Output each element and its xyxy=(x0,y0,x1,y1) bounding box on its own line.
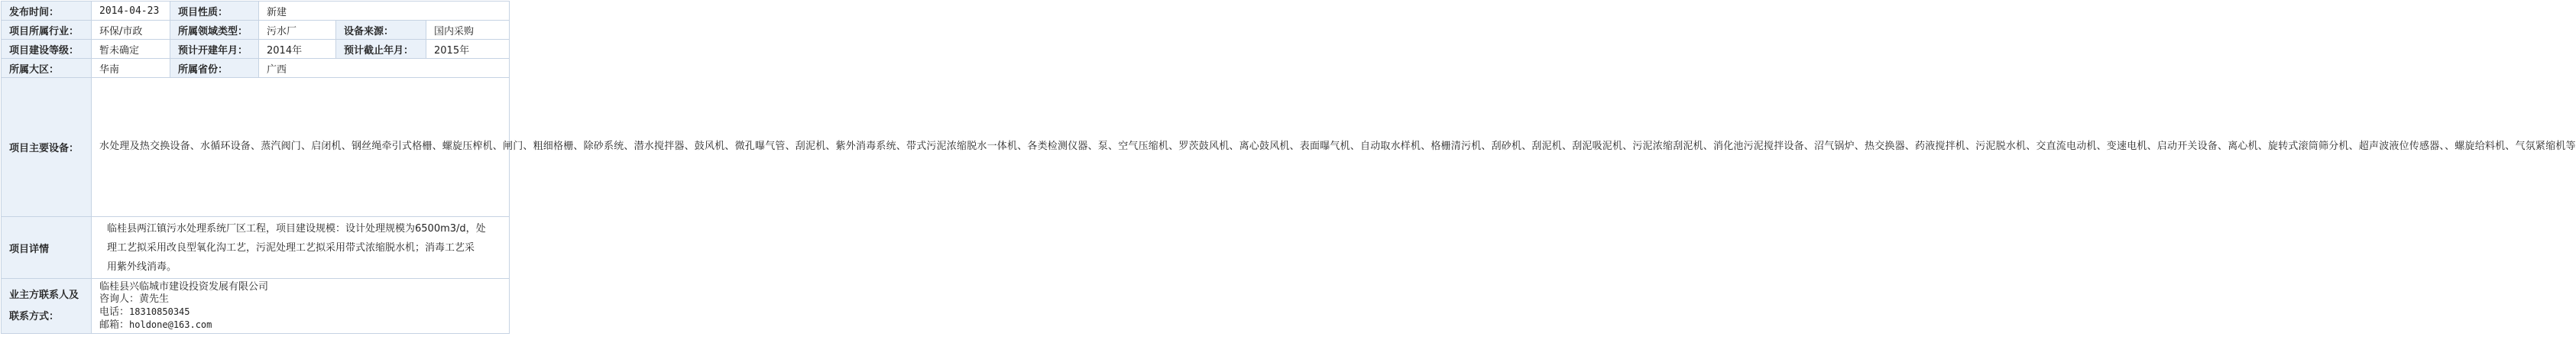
planned-end-label: 预计截止年月： xyxy=(336,40,426,59)
planned-start-value: 2014年 xyxy=(259,40,336,59)
project-detail-line: 用紫外线消毒。 xyxy=(107,261,177,273)
construction-level-label: 项目建设等级： xyxy=(2,40,92,59)
contact-label-line: 联系方式： xyxy=(9,310,60,322)
project-nature-value: 新建 xyxy=(259,2,510,21)
contact-phone-line xyxy=(99,306,509,319)
table-row xyxy=(2,2,510,21)
construction-level-value: 暂未确定 xyxy=(92,40,170,59)
contact-phone: 18310850345 xyxy=(129,306,190,317)
contact-label-line: 业主方联系人及 xyxy=(9,289,79,301)
region-label: 所属大区： xyxy=(2,59,92,78)
publish-time-value: 2014-04-23 xyxy=(92,2,170,21)
contact-consultant: 咨询人：黄先生 xyxy=(99,293,170,305)
table-row xyxy=(2,40,510,59)
table-row xyxy=(2,59,510,78)
industry-label: 项目所属行业： xyxy=(2,21,92,40)
project-detail-line: 理工艺拟采用改良型氧化沟工艺，污泥处理工艺拟采用带式浓缩脱水机；消毒工艺采 xyxy=(107,241,475,254)
planned-end-value: 2015年 xyxy=(426,40,510,59)
table-row xyxy=(2,279,510,334)
table-row xyxy=(2,78,510,217)
contact-company: 临桂县兴临城市建设投资发展有限公司 xyxy=(99,280,269,293)
main-equipment-value: 水处理及热交换设备、水循环设备、蒸汽阀门、启闭机、钢丝绳牵引式格栅、螺旋压榨机、闸门、粗细格栅、除砂系统、潜水搅拌器、鼓风机、微孔曝气管、刮泥机、紫外消毒系统、带式污泥浓缩脱水一体机、各类检测仪器、泵、空气压缩机、罗茨鼓风机、离心鼓风机、表面曝气机、自动取水样机、格栅清污机、刮砂机、刮泥机、刮泥吸泥机、污泥浓缩刮泥机、消化池污泥搅拌设备、沼气锅炉、热交换器、药液搅拌机、污泥脱水机、交直流电动机、变速电机、启动开关设备、离心机、旋转式滚筒筛分机、超声波液位传感器、、螺旋给料机、气氛紧缩机等 xyxy=(92,78,510,217)
table-row xyxy=(2,21,510,40)
contact-email-line xyxy=(99,319,509,332)
publish-time-label: 发布时间： xyxy=(2,2,92,21)
table-row xyxy=(2,217,510,279)
project-info-table xyxy=(1,1,2576,334)
contact-label xyxy=(2,279,92,334)
planned-start-label: 预计开建年月： xyxy=(170,40,259,59)
project-detail-value xyxy=(92,217,510,279)
province-label: 所属省份： xyxy=(170,59,259,78)
contact-email[interactable]: holdone@163.com xyxy=(129,319,212,330)
domain-type-value: 污水厂 xyxy=(259,21,336,40)
contact-value xyxy=(92,279,510,334)
industry-value: 环保/市政 xyxy=(92,21,170,40)
main-equipment-label: 项目主要设备： xyxy=(2,78,92,217)
project-detail-label: 项目详情 xyxy=(2,217,92,279)
domain-type-label: 所属领域类型： xyxy=(170,21,259,40)
project-detail-line: 临桂县两江镇污水处理系统厂区工程，项目建设规模：设计处理规模为6500m3/d，处 xyxy=(107,222,486,235)
province-value: 广西 xyxy=(259,59,510,78)
contact-phone-label: 电话： xyxy=(99,306,130,318)
contact-email-label: 邮箱： xyxy=(99,319,130,331)
project-nature-label: 项目性质： xyxy=(170,2,259,21)
equipment-source-value: 国内采购 xyxy=(426,21,510,40)
equipment-source-label: 设备来源： xyxy=(336,21,426,40)
region-value: 华南 xyxy=(92,59,170,78)
